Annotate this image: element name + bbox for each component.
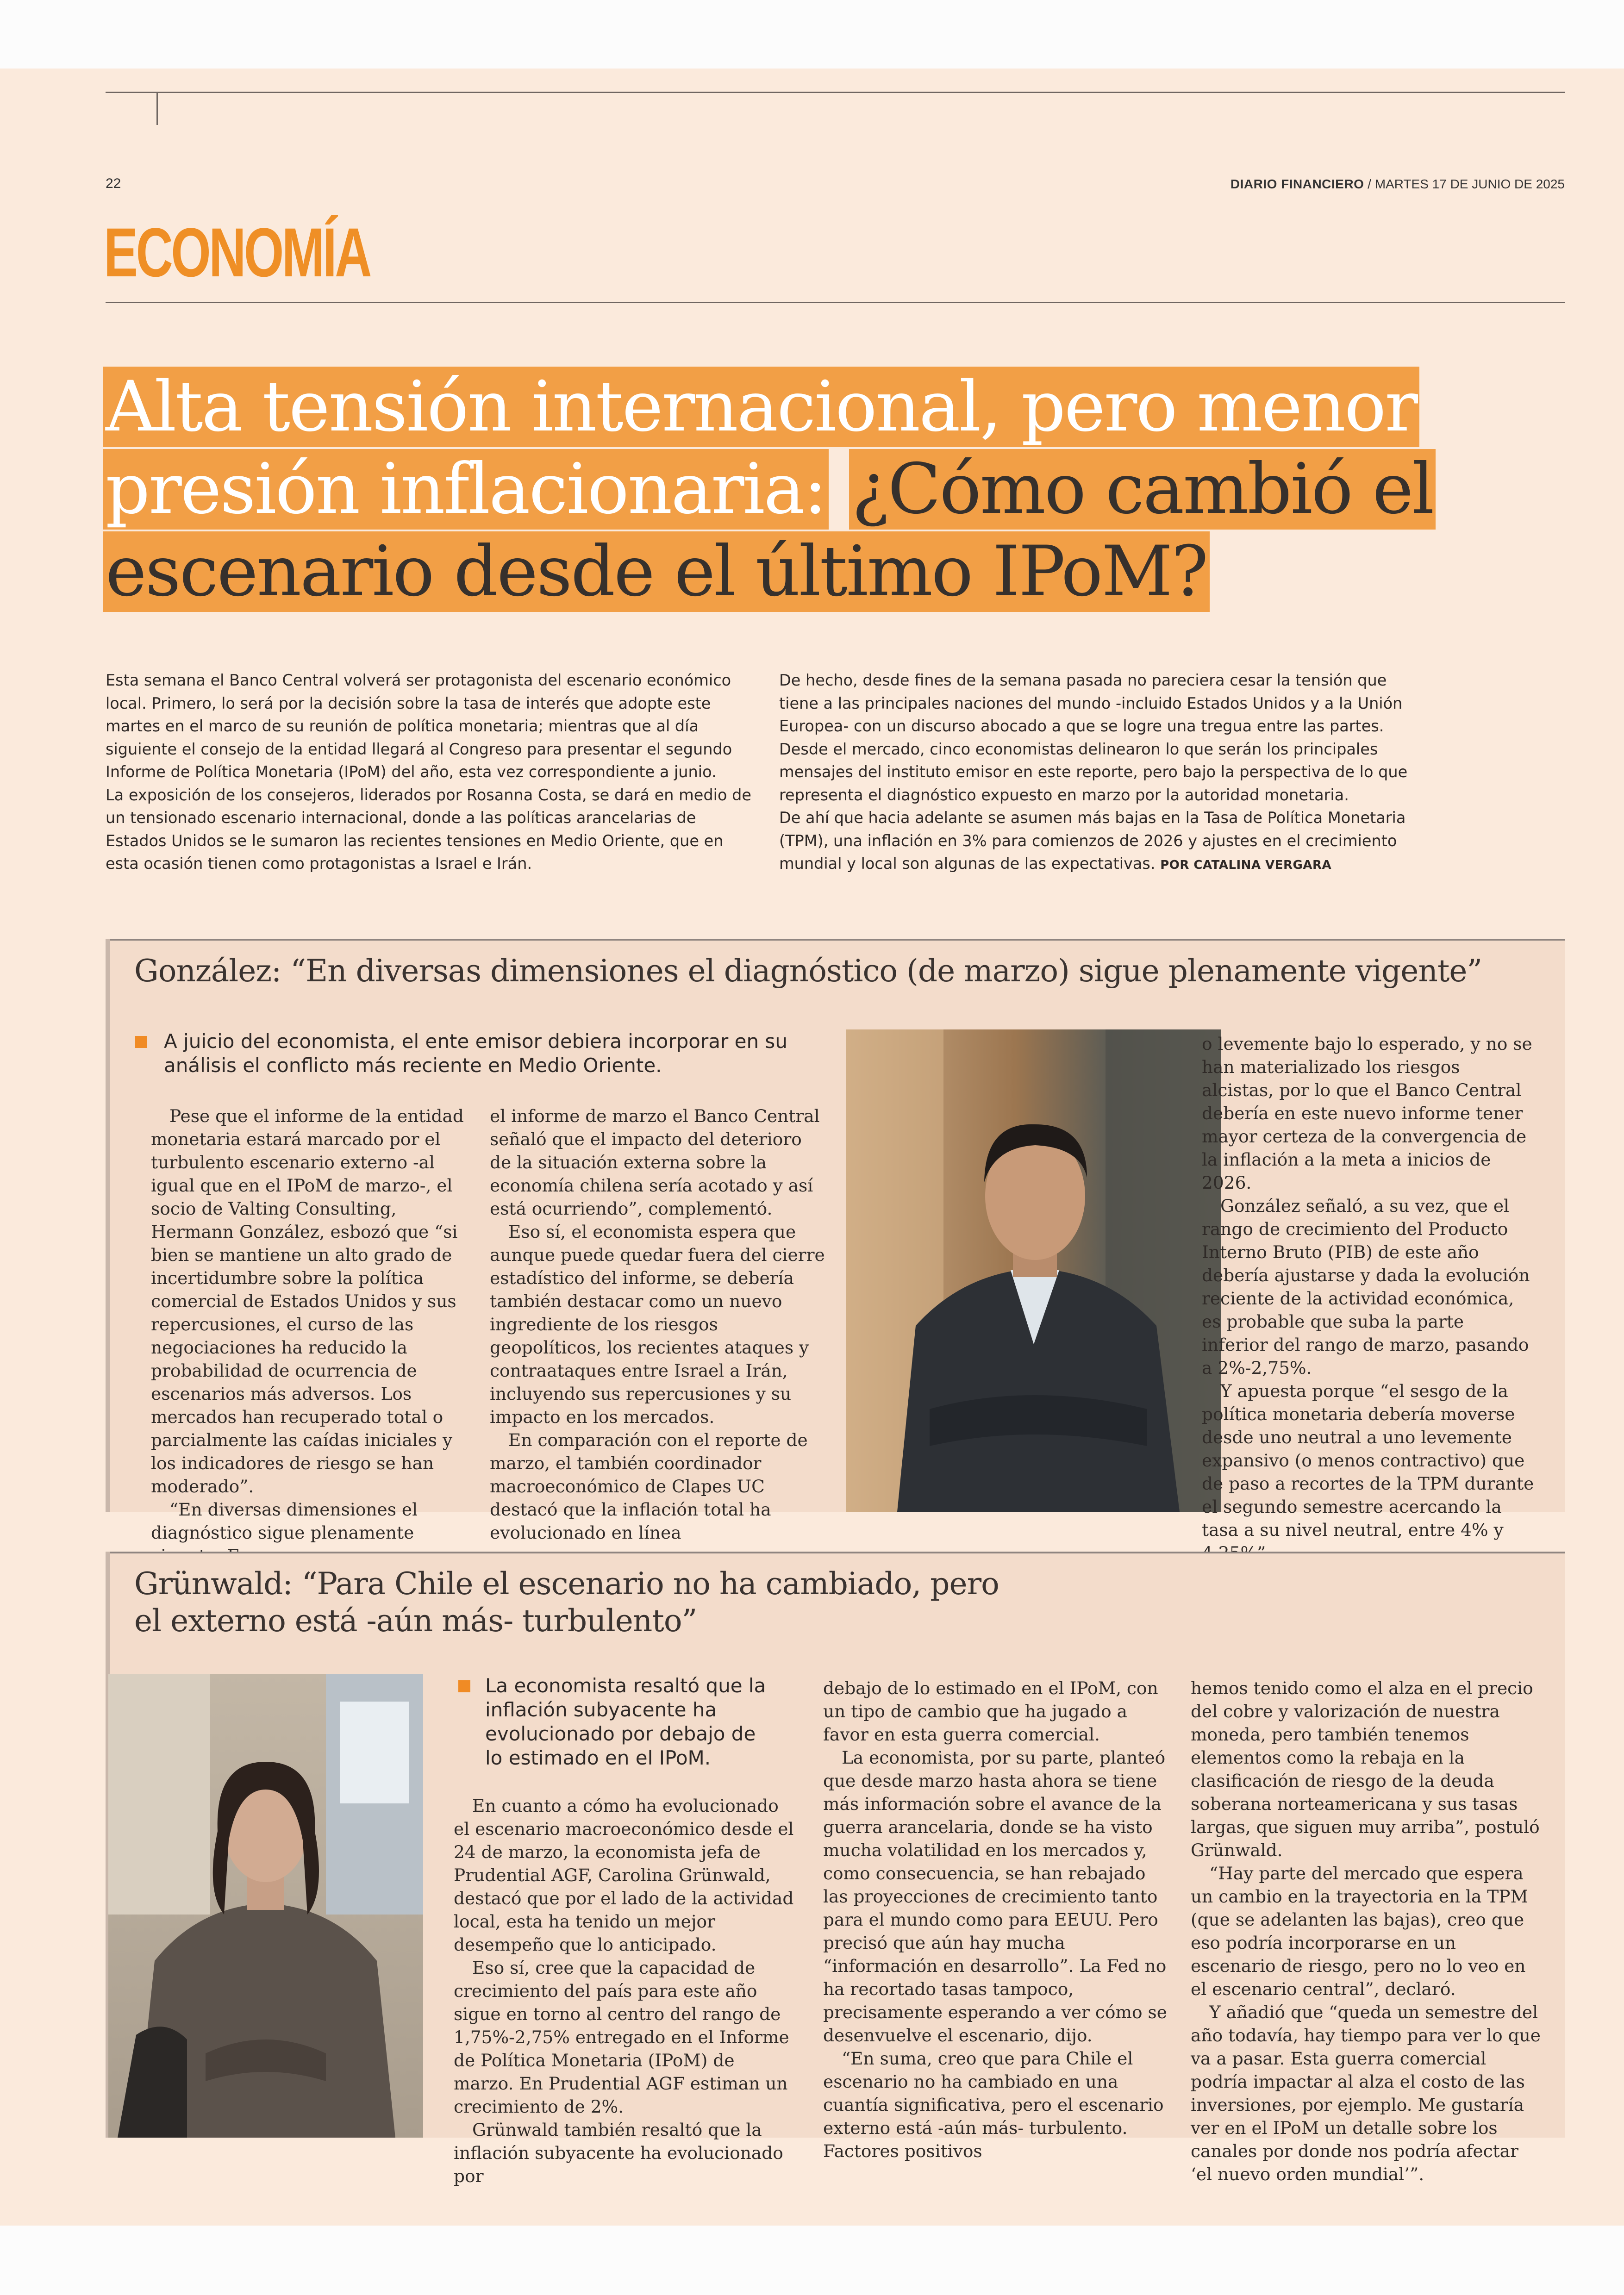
article-paragraph: La economista, por su parte, planteó que desde marzo hasta ahora se tiene más información sobre el avance de la guerra arancelaria, donde se ha visto mucha volatilidad en los mercados y, como consecuencia, se han rebajado las proyecciones de crecimiento tanto para el mundo como para EEUU. Pero precisó que aún hay mucha “información en desarrollo”. La Fed no ha recortado tasas tampoco, precisamente esperando a ver cómo se desenvuelve el escenario, dijo. — [823, 1747, 1167, 2046]
grunwald-lede: La economista resaltó que la inflación subyacente ha evolucionado por debajo de lo estimado en el IPoM. — [485, 1674, 766, 1769]
folio-divider — [156, 92, 158, 125]
intro-last-sentence: De ahí que hacia adelante se asumen más bajas en la Tasa de Política Monetaria (TPM), una inflación en 3% para comienzos de 2026 y ajustes en el crecimiento mundial y local son algunas de las expectativas. — [779, 809, 1406, 873]
article-paragraph: Grünwald también resaltó que la inflación subyacente ha evolucionado por — [454, 2120, 783, 2186]
grunwald-column-2 — [823, 1677, 1168, 2163]
intro-paragraph: Esta semana el Banco Central volverá ser protagonista del escenario económico local. Primero, lo será por la decisión sobre la tasa de interés que adopte este martes en el marco de su reunión de política monetaria; mientras que al día siguiente el consejo de la entidad llegará al Congreso para presentar el segundo Informe de Política Monetaria (IPoM) del año, esta vez correspondiente a junio. — [106, 671, 732, 781]
article-paragraph: Eso sí, cree que la capacidad de crecimiento del país para este año sigue en torno al centro del rango de 1,75%-2,75% entregado en el Informe de Política Monetaria (IPoM) de marzo. En Prudential AGF estiman un crecimiento de 2%. — [454, 1958, 789, 2117]
byline: POR CATALINA VERGARA — [1160, 858, 1332, 872]
article-paragraph: el informe de marzo el Banco Central señaló que el impacto del deterioro de la situación externa sobre la economía chilena sería acotado y así está ocurriendo”, complementó. — [490, 1106, 820, 1219]
intro-paragraph — [779, 806, 1425, 877]
box-top-rule — [106, 939, 1565, 941]
headline-part-1: Alta tensión internacional, pero menor presión inflacionaria: — [103, 367, 1419, 530]
gonzalez-column-2 — [490, 1104, 825, 1544]
gonzalez-column-3 — [1202, 1032, 1535, 1565]
intro-left-column — [106, 669, 751, 875]
article-paragraph: “Hay parte del mercado que espera un cambio en la trayectoria en la TPM (que se adelanten las bajas), creo que eso podría incorporarse en un escenario de riesgo, pero no lo veo en el escenario central”, declaró. — [1191, 1863, 1528, 1999]
article-paragraph: debajo de lo estimado en el IPoM, con un tipo de cambio que ha jugado a favor en esta guerra comercial. — [823, 1678, 1158, 1745]
grunwald-column-3 — [1191, 1677, 1543, 2186]
gonzalez-lede: A juicio del economista, el ente emisor debiera incorporar en su análisis el conflicto más reciente en Medio Oriente. — [164, 1030, 787, 1077]
intro-paragraph: De hecho, desde fines de la semana pasada no pareciera cesar la tensión que tiene a las principales naciones del mundo -incluido Estados Unidos y a la Unión Europea- con un discurso abocado a que se logre una tregua entre las partes. — [779, 671, 1403, 735]
article-paragraph: Pese que el informe de la entidad monetaria estará marcado por el turbulento escenario externo -al igual que en el IPoM de marzo-, el socio de Valting Consulting, Hermann González, esbozó que “si bien se mantiene un alto grado de incertidumbre sobre la política comercial de Estados Unidos y sus repercusiones, el curso de las negociaciones ha reducido la probabilidad de ocurrencia de escenarios más adversos. Los mercados han recuperado total o parcialmente las caídas iniciales y los indicadores de riesgo se han moderado”. — [151, 1106, 464, 1497]
article-paragraph: González señaló, a su vez, que el rango de crecimiento del Producto Interno Bruto (PIB) de este año debería ajustarse y dada la evolución reciente de la actividad económica, es probable que suba la parte inferior del rango de marzo, pasando a 2%-2,75%. — [1202, 1196, 1530, 1378]
intro-paragraph: La exposición de los consejeros, liderados por Rosanna Costa, se dará en medio de un tensionado escenario internacional, donde a las políticas arancelarias de Estados Unidos se le sumaron las recientes tensiones en Medio Oriente, que en esta ocasión tienen como protagonistas a Israel e Irán. — [106, 786, 751, 873]
article-paragraph: hemos tenido como el alza en el precio del cobre y valorización de nuestra moneda, pero también tenemos elementos como la rebaja en la clasificación de riesgo de la deuda soberana norteamericana y sus tasas largas, que siguen muy arriba”, postuló Grünwald. — [1191, 1678, 1540, 1860]
section-rule — [106, 302, 1565, 303]
article-paragraph: Y apuesta porque “el sesgo de la política monetaria debería moverse desde uno neutral a uno levemente expansivo (o menos contractivo) que de paso a recortes de la TPM durante el segundo semestre acercando la tasa a su nivel neutral, entre 4% y — [1202, 1381, 1534, 1540]
gonzalez-portrait-photo — [846, 1029, 1221, 1512]
top-rule — [106, 92, 1565, 93]
grunwald-title-line-1: Grünwald: “Para Chile el escenario no ha cambiado, pero — [134, 1566, 999, 1602]
masthead — [1230, 177, 1565, 192]
article-paragraph: Eso sí, el economista espera que aunque puede quedar fuera del cierre estadístico del informe, se debería también destacar como un nuevo ingrediente de los riesgos geopolíticos, los recientes ataques y contraataques entre Israel a Irán, incluyendo sus repercusiones y su impacto en los mercados. — [490, 1222, 825, 1427]
article-paragraph: o levemente bajo lo esperado, y no se han materializado los riesgos alcistas, por lo que el Banco Central debería en este nuevo informe tener mayor certeza de la convergencia de la inflación a la meta a inicios de 2026. — [1202, 1034, 1532, 1193]
intro-paragraph: Desde el mercado, cinco economistas delinearon lo que serán los principales mensajes del instituto emisor en este reporte, pero bajo la perspectiva de lo que representa el diagnóstico expuesto en marzo por la autoridad monetaria. — [779, 740, 1408, 804]
article-paragraph: Y añadió que “queda un semestre del año todavía, hay tiempo para ver lo que va a pasar. Esta guerra comercial podría impactar al alza el costo de las inversiones, por ejemplo. Me gustaría ver en el IPoM un detalle sobre los canales por donde nos podría afectar ‘el nuevo orden mundial’”. — [1191, 2002, 1541, 2184]
lede-bullet — [135, 1036, 147, 1048]
lede-bullet — [458, 1680, 470, 1692]
gonzalez-title: González: “En diversas dimensiones el diagnóstico (de marzo) sigue plenamente vigente” — [134, 953, 1482, 989]
article-paragraph: “En diversas dimensiones el diagnóstico sigue plenamente — [151, 1499, 418, 1543]
portrait-illustration — [108, 1674, 423, 2138]
grunwald-portrait-photo — [108, 1674, 423, 2138]
portrait-illustration — [846, 1029, 1221, 1512]
grunwald-title-line-2: el externo está -aún más- turbulento” — [134, 1603, 697, 1639]
article-paragraph: En cuanto a cómo ha evolucionado el escenario macroeconómico desde el 24 de marzo, la economista jefa de Prudential AGF, Carolina Grünwald, destacó que por el lado de la actividad local, esta ha tenido un mejor desempeño que lo anticipado. — [454, 1796, 794, 1955]
gonzalez-column-1 — [151, 1104, 470, 1567]
box-left-rule — [106, 939, 110, 1512]
newspaper-name: DIARIO FINANCIERO — [1230, 177, 1364, 191]
grunwald-column-1 — [454, 1794, 796, 2188]
intro-right-column — [779, 669, 1425, 877]
article-paragraph: En comparación con el reporte de marzo, el también coordinador macroeconómico de Clapes UC destacó que la inflación total ha evolucionado en línea — [490, 1430, 808, 1543]
issue-date: / MARTES 17 DE JUNIO DE 2025 — [1368, 177, 1565, 191]
box-top-rule — [106, 1552, 1565, 1553]
page-headline — [103, 366, 1547, 613]
page-number: 22 — [106, 176, 121, 191]
section-title: ECONOMÍA — [104, 213, 370, 291]
grunwald-interview-box — [106, 1552, 1565, 2186]
gonzalez-interview-box — [106, 939, 1565, 1543]
article-paragraph: “En suma, creo que para Chile el escenario no ha cambiado en una cuantía significativa, pero el escenario externo está -aún más- turbulento. Factores positivos — [823, 2048, 1164, 2161]
headline-part-2: ¿Cómo cambió el escenario desde el último IPoM? — [103, 449, 1436, 612]
grunwald-title — [134, 1565, 999, 1640]
